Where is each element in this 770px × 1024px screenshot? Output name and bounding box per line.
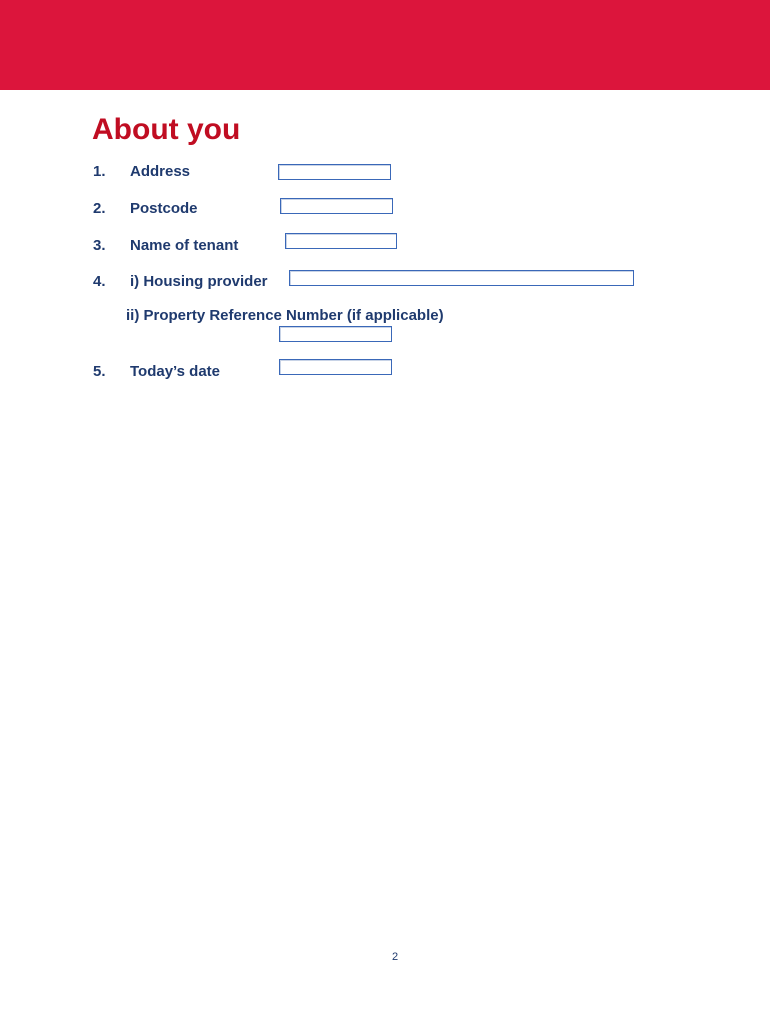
- question-5-label: Today’s date: [130, 363, 221, 380]
- question-3-number: 3.: [93, 237, 106, 254]
- todays-date-field[interactable]: [279, 359, 392, 375]
- housing-provider-field[interactable]: [289, 270, 634, 286]
- question-2-label: Postcode: [130, 200, 198, 217]
- page-number: 2: [391, 951, 399, 963]
- section-title: About you: [92, 113, 241, 146]
- property-reference-label: ii) Property Reference Number (if applicable): [126, 307, 444, 324]
- question-2-number: 2.: [93, 200, 106, 217]
- question-1-number: 1.: [93, 163, 106, 180]
- question-3-label: Name of tenant: [130, 237, 239, 254]
- address-field[interactable]: [278, 164, 391, 180]
- top-banner: [0, 0, 770, 90]
- question-4-label: i) Housing provider: [130, 273, 268, 290]
- tenant-name-field[interactable]: [285, 233, 397, 249]
- property-reference-field[interactable]: [279, 326, 392, 342]
- question-5-number: 5.: [93, 363, 106, 380]
- question-4-number: 4.: [93, 273, 106, 290]
- postcode-field[interactable]: [280, 198, 393, 214]
- question-1-label: Address: [130, 163, 191, 180]
